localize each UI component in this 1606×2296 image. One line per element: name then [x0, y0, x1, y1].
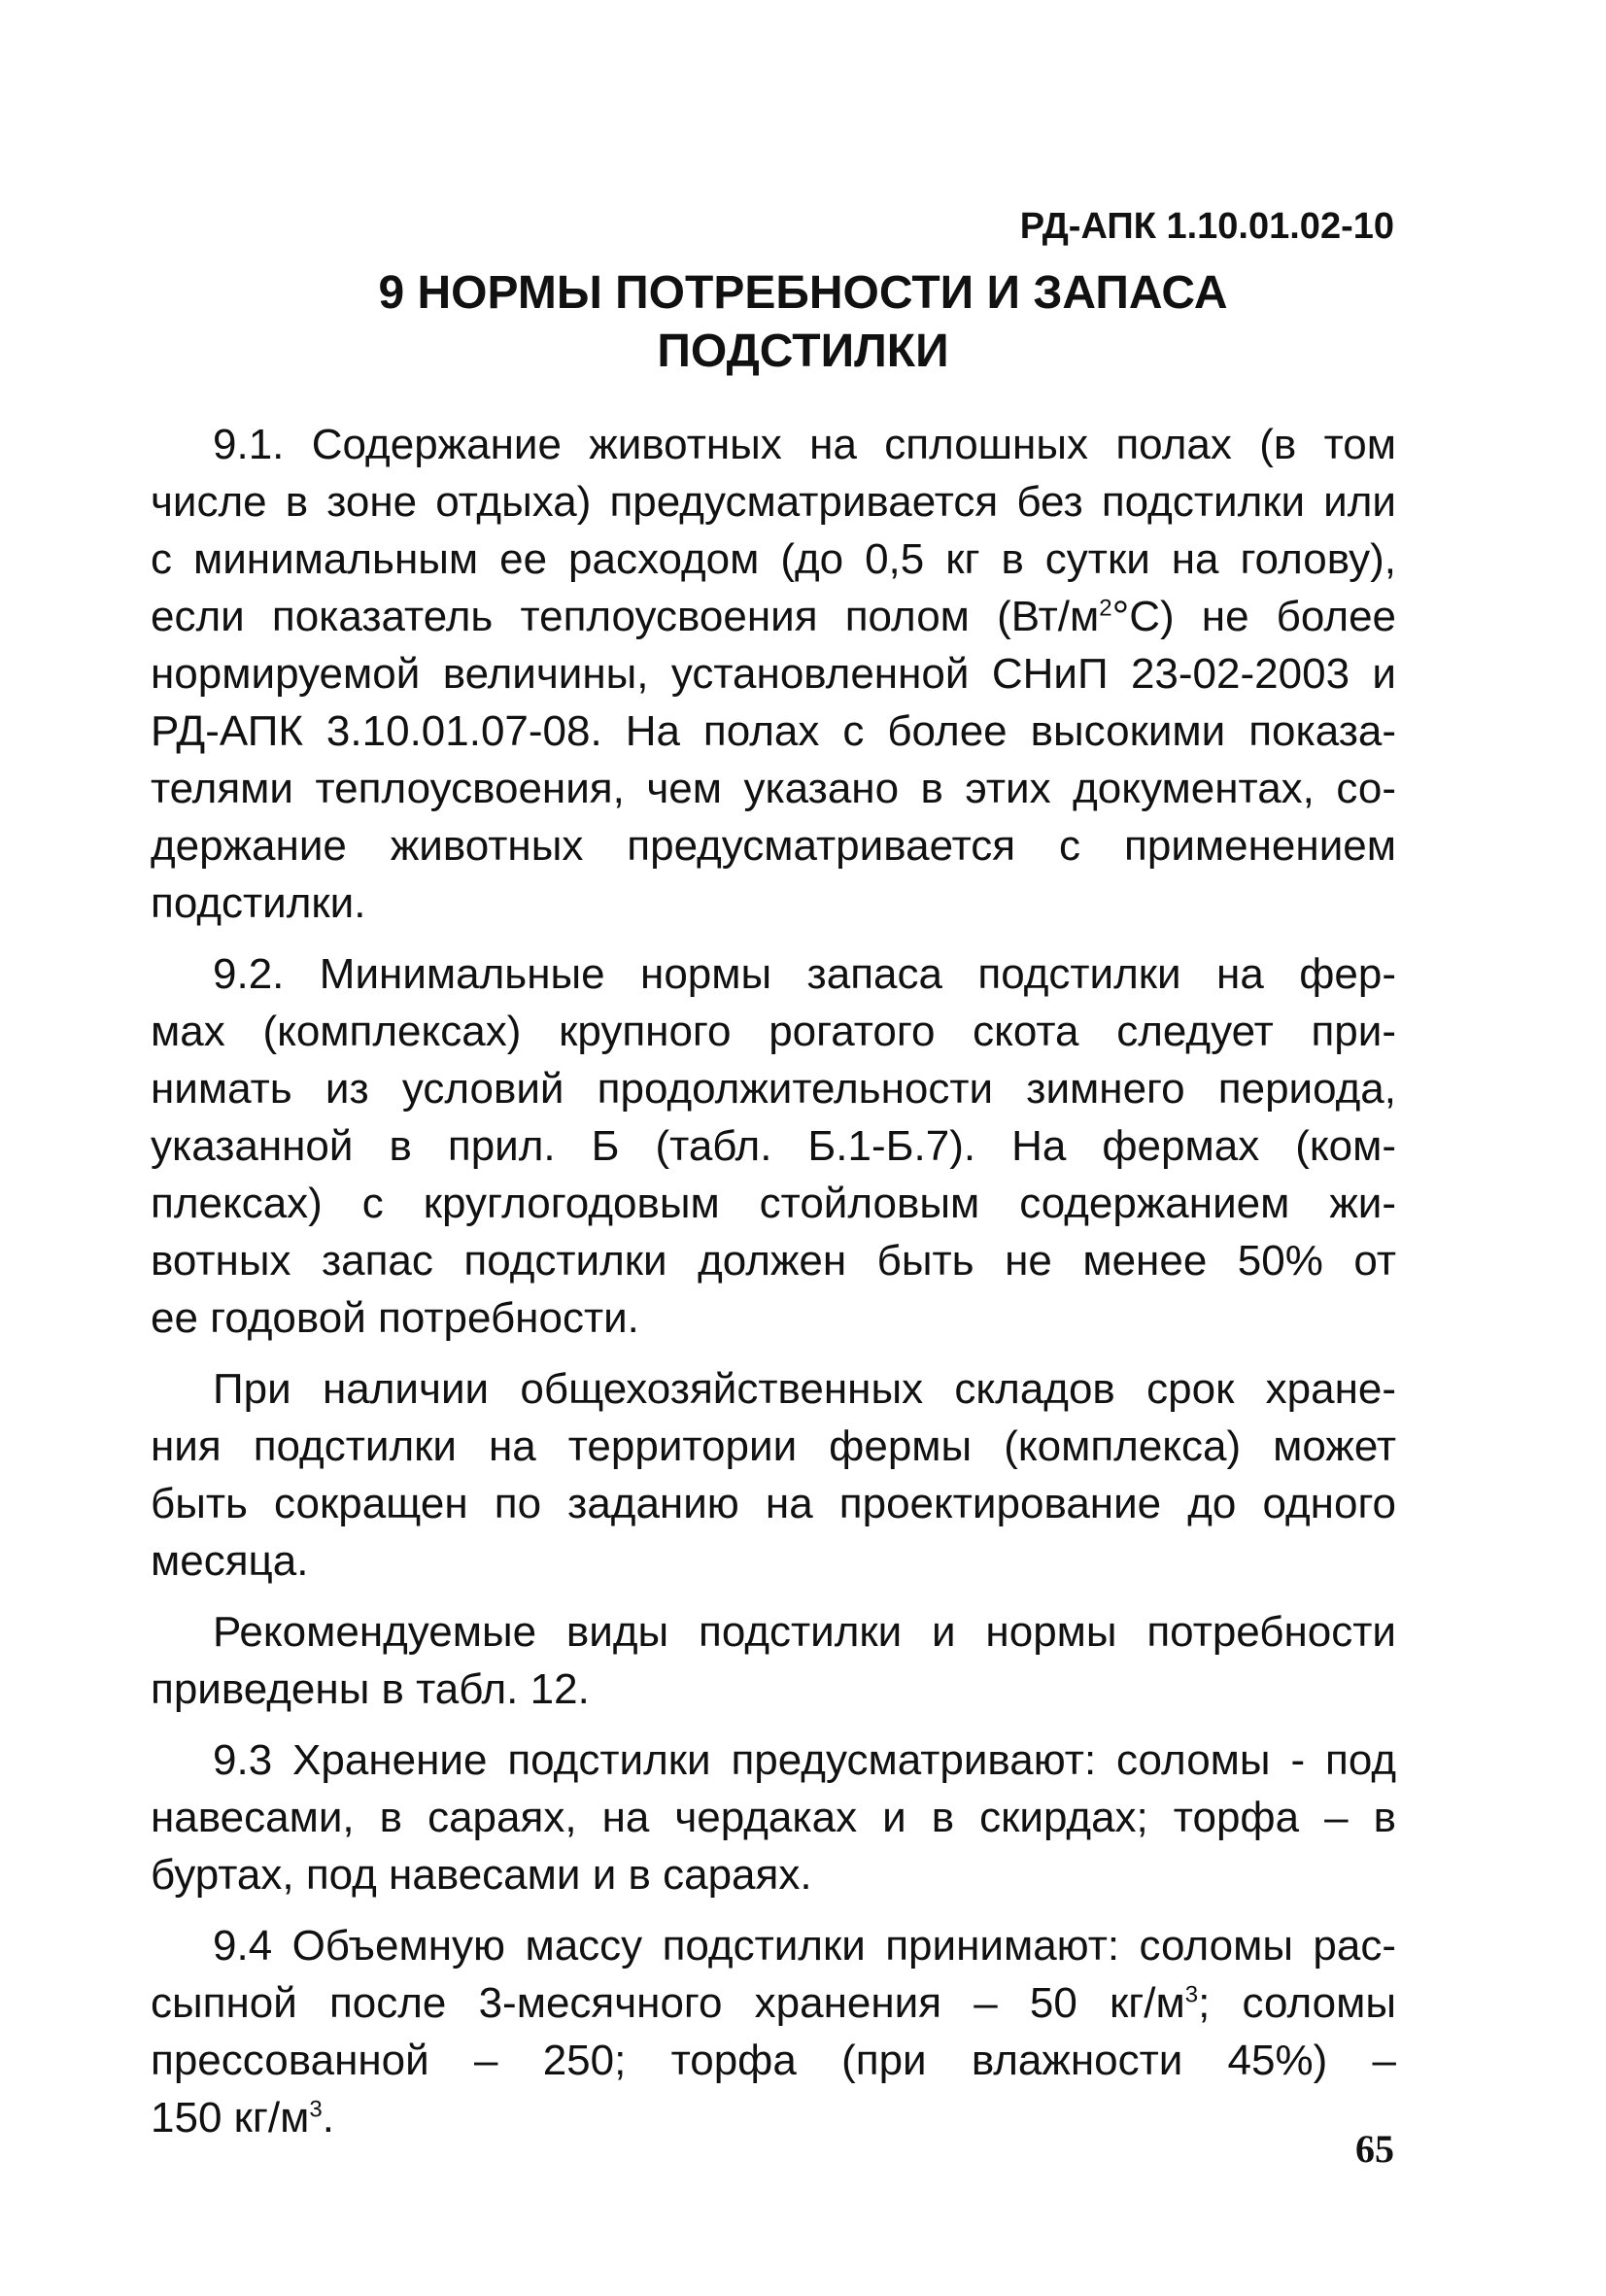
text-line: месяца.	[151, 1537, 309, 1585]
text-line: подстилки.	[151, 879, 366, 927]
superscript: 3	[1184, 1981, 1199, 2008]
text-line: приведены в табл. 12.	[151, 1665, 590, 1713]
text-line: числе в зоне отдыха) предусматривается без подстилки или	[151, 478, 1396, 526]
section-title-line-2: ПОДСТИЛКИ	[657, 326, 949, 377]
text-line: 9.1. Содержание животных на сплошных полах (в том	[213, 421, 1396, 468]
text-line: 9.4 Объемную массу подстилки принимают: соломы рас-	[213, 1922, 1396, 1970]
text-fragment: если показатель теплоусвоения полом (Вт/м	[151, 593, 1100, 640]
text-line: ния подстилки на территории фермы (комплекса) может	[151, 1422, 1396, 1470]
paragraph-9-2	[151, 945, 1396, 1347]
paragraph-recommended-types	[151, 1603, 1396, 1718]
page-number: 65	[1355, 2127, 1394, 2171]
section-title	[0, 264, 1606, 381]
text-line: 9.3 Хранение подстилки предусматривают: соломы - под	[213, 1736, 1396, 1784]
paragraph-9-4	[151, 1917, 1396, 2146]
section-title-line-1: 9 НОРМЫ ПОТРЕБНОСТИ И ЗАПАСА	[378, 267, 1228, 319]
superscript: 3	[309, 2096, 323, 2123]
text-line: буртах, под навесами и в сараях.	[151, 1851, 812, 1899]
text-line: 9.2. Минимальные нормы запаса подстилки на фер-	[213, 950, 1396, 998]
text-line: Рекомендуемые виды подстилки и нормы потребности	[213, 1608, 1396, 1656]
text-fragment: сыпной после 3-месячного хранения – 50 кг/м	[151, 1979, 1185, 2027]
text-line: указанной в прил. Б (табл. Б.1-Б.7). На фермах (ком-	[151, 1122, 1396, 1170]
text-fragment: ; соломы	[1198, 1979, 1396, 2027]
text-line: вотных запас подстилки должен быть не менее 50% от	[151, 1237, 1396, 1285]
text-line: телями теплоусвоения, чем указано в этих документах, со-	[151, 765, 1396, 812]
text-line: При наличии общехозяйственных складов срок хране-	[213, 1365, 1396, 1413]
document-code: РД-АПК 1.10.01.02-10	[1019, 206, 1394, 247]
text-line	[151, 1974, 1396, 2032]
text-line: быть сокращен по заданию на проектирование до одного	[151, 1480, 1396, 1527]
text-line: плексах) с круглогодовым стойловым содержанием жи-	[151, 1180, 1396, 1227]
text-fragment: °С) не более	[1111, 593, 1397, 640]
paragraph-storage-term	[151, 1360, 1396, 1590]
body-text	[151, 416, 1396, 2160]
text-line: РД-АПК 3.10.01.07-08. На полах с более высокими показа-	[151, 707, 1396, 755]
text-line: с минимальным ее расходом (до 0,5 кг в сутки на голову),	[151, 535, 1396, 583]
text-fragment: .	[322, 2094, 335, 2142]
superscript: 2	[1099, 595, 1112, 622]
text-fragment: 150 кг/м	[151, 2094, 310, 2142]
text-line: держание животных предусматривается с применением	[151, 822, 1396, 870]
text-line: прессованной – 250; торфа (при влажности 45%) –	[151, 2037, 1396, 2084]
paragraph-9-3	[151, 1731, 1396, 1903]
text-line: нормируемой величины, установленной СНиП 23-02-2003 и	[151, 650, 1396, 698]
paragraph-9-1	[151, 416, 1396, 932]
text-line: нимать из условий продолжительности зимнего периода,	[151, 1065, 1396, 1113]
text-line: навесами, в сараях, на чердаках и в скирдах; торфа – в	[151, 1794, 1396, 1841]
text-line	[151, 588, 1396, 645]
text-line	[151, 2089, 1396, 2146]
text-line: ее годовой потребности.	[151, 1294, 639, 1342]
text-line: мах (комплексах) крупного рогатого скота следует при-	[151, 1008, 1396, 1055]
